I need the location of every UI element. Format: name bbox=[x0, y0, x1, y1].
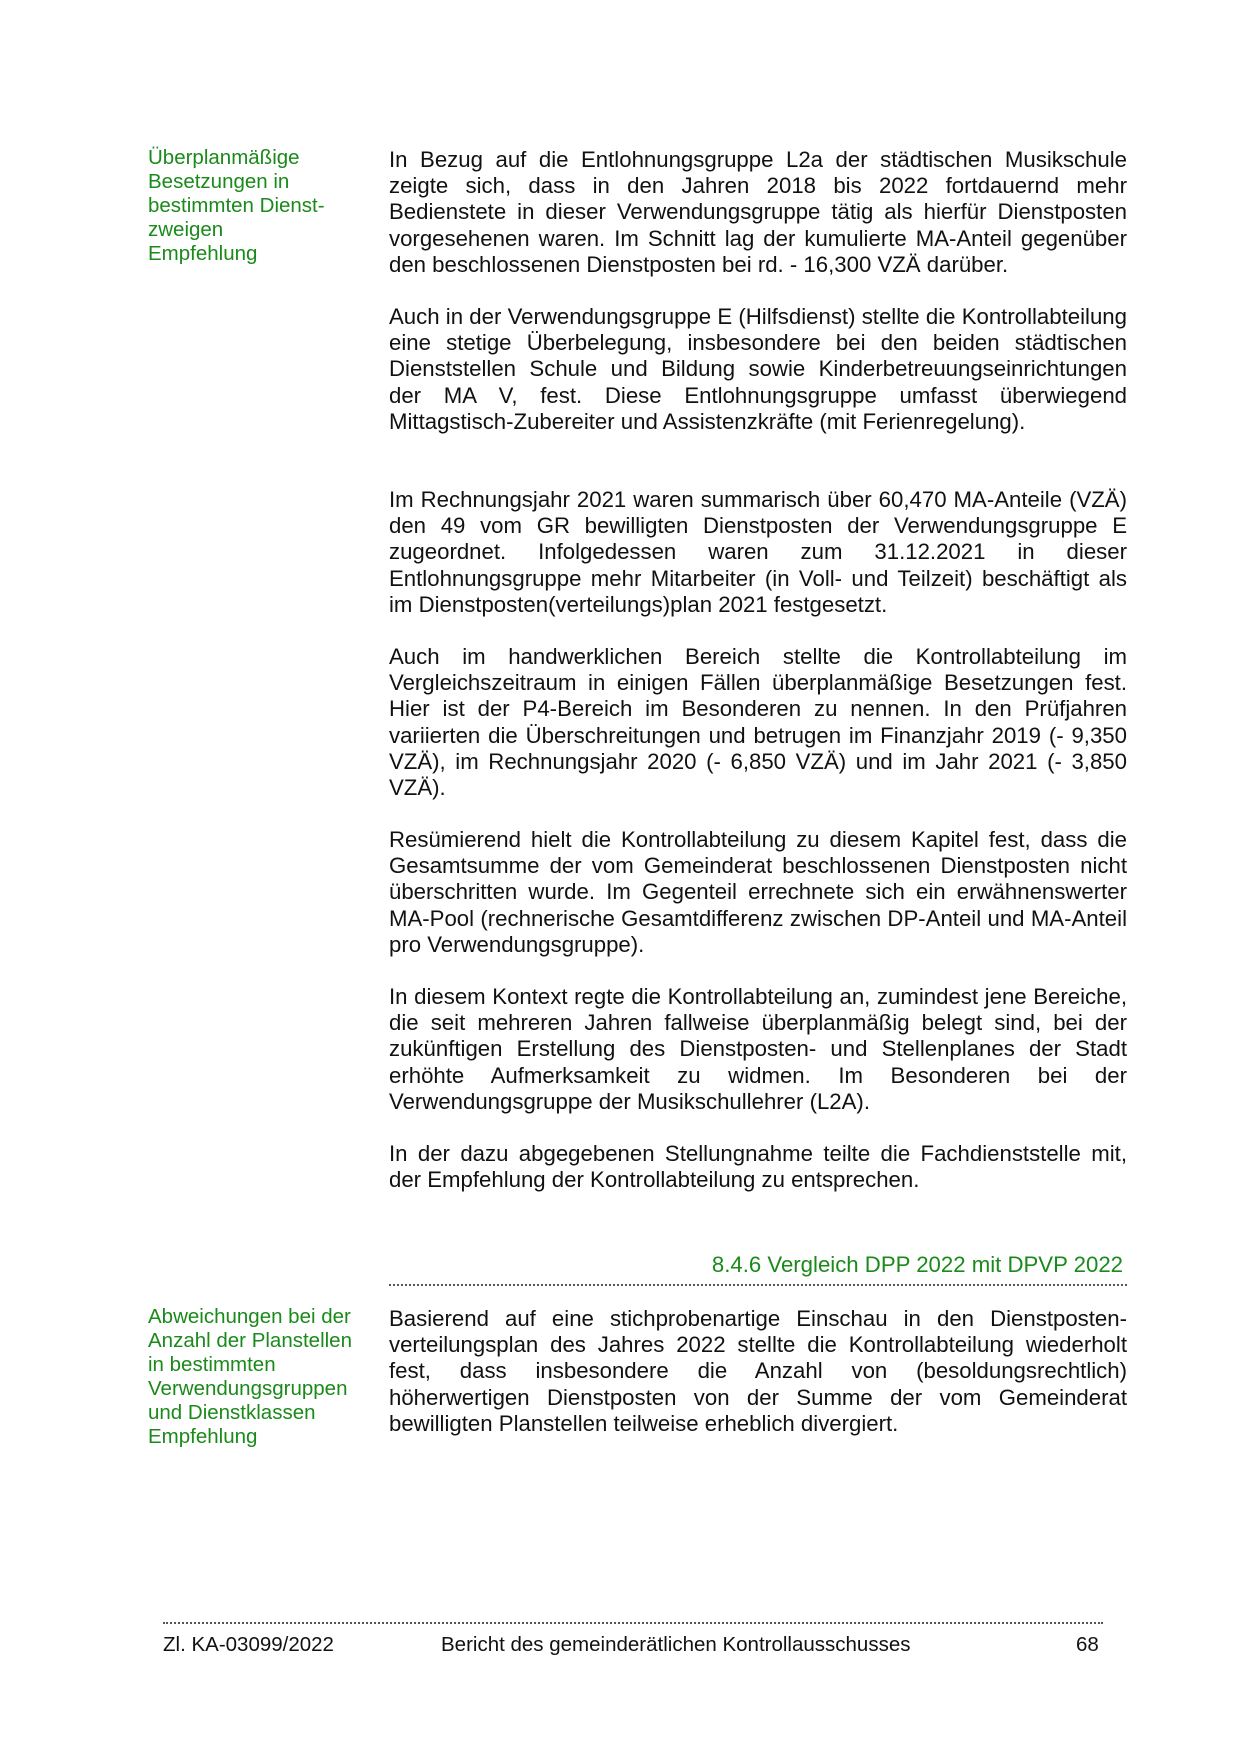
paragraph-hilfsdienst: Auch in der Verwendungsgruppe E (Hilfsdienst) stellte die Kontrollabteilung eine stetige Überbelegung, insbesondere bei den beiden städtischen Dienststellen Schule und Bildung sowie Kinderbetreuungseinrichtungen der MA V, fest. Diese Entlohnungsgruppe umfasst überwiegend Mittagstisch-Zubereiter und Assistenzkräfte (mit Ferienregelung). bbox=[389, 304, 1127, 434]
footer-page-number: 68 bbox=[1076, 1633, 1099, 1656]
margin-note-line: zweigen bbox=[148, 218, 224, 241]
footer-divider bbox=[163, 1622, 1103, 1624]
paragraph-rechnungsjahr-2021: Im Rechnungsjahr 2021 waren summarisch über 60,470 MA-Anteile (VZÄ) den 49 vom GR bewilligten Dienstposten der Verwendungsgruppe E zugeordnet. Infolgedessen waren zum 31.12.2021 in dieser Entlohnungsgruppe mehr Mitarbeiter (in Voll- und Teilzeit) beschäftigt als im Dienstposten(verteilungs)plan 2021 festgesetzt. bbox=[389, 487, 1127, 617]
margin-note-line: Verwendungsgruppen bbox=[148, 1377, 348, 1400]
footer-report-title: Bericht des gemeinderätlichen Kontrollausschusses bbox=[441, 1633, 911, 1656]
margin-note-line: in bestimmten bbox=[148, 1353, 276, 1376]
paragraph-empfehlung: In diesem Kontext regte die Kontrollabteilung an, zumindest jene Bereiche, die seit mehreren Jahren fallweise überplanmäßig belegt sind, bei der zukünftigen Erstellung des Dienstposten- und Stellenplanes der Stadt erhöhte Aufmerksamkeit zu widmen. Im Besonderen bei der Verwendungsgruppe der Musikschullehrer (L2A). bbox=[389, 984, 1127, 1114]
paragraph-resuemee: Resümierend hielt die Kontrollabteilung zu diesem Kapitel fest, dass die Gesamtsumme der vom Gemeinderat beschlossenen Dienstposten nicht überschritten wurde. Im Gegenteil errechnete sich ein erwähnenswerter MA-Pool (rechnerische Gesamtdifferenz zwischen DP-Anteil und MA-Anteil pro Verwendungsgruppe). bbox=[389, 827, 1127, 957]
section-heading: 8.4.6 Vergleich DPP 2022 mit DPVP 2022 bbox=[389, 1252, 1127, 1286]
margin-note-line: Anzahl der Planstellen bbox=[148, 1329, 352, 1352]
paragraph-stellungnahme: In der dazu abgegebenen Stellungnahme teilte die Fachdienststelle mit, der Empfehlung der Kontrollabteilung zu entsprechen. bbox=[389, 1141, 1127, 1193]
margin-note-line: Empfehlung bbox=[148, 242, 258, 265]
paragraph-dpvp-2022: Basierend auf eine stichprobenartige Einschau in den Dienstpostenverteilungsplan des Jahres 2022 stellte die Kontrollabteilung wiederholt fest, dass insbesondere die Anzahl von (besoldungsrechtlich) höherwertigen Dienstposten von der Summe der vom Gemeinderat bewilligten Planstellen teilweise erheblich divergiert. bbox=[389, 1306, 1127, 1436]
margin-note-line: Empfehlung bbox=[148, 1425, 258, 1448]
margin-note-line: Überplanmäßige bbox=[148, 146, 300, 169]
margin-note-line: Abweichungen bei der bbox=[148, 1305, 351, 1328]
margin-note-line: und Dienstklassen bbox=[148, 1401, 316, 1424]
margin-note-line: bestimmten Dienst- bbox=[148, 194, 325, 217]
margin-note-line: Besetzungen in bbox=[148, 170, 290, 193]
margin-note-overplanned-staffing bbox=[148, 146, 363, 266]
footer-reference: Zl. KA-03099/2022 bbox=[163, 1633, 334, 1656]
paragraph-handwerklicher-bereich: Auch im handwerklichen Bereich stellte die Kontrollabteilung im Vergleichszeitraum in einigen Fällen überplanmäßige Besetzungen fest. Hier ist der P4-Bereich im Besonderen zu nennen. In den Prüfjahren variierten die Überschreitungen und betrugen im Finanzjahr 2019 (- 9,350 VZÄ), im Rechnungsjahr 2020 (- 6,850 VZÄ) und im Jahr 2021 (- 3,850 VZÄ). bbox=[389, 644, 1127, 801]
paragraph-musikschule: In Bezug auf die Entlohnungsgruppe L2a der städtischen Musikschule zeigte sich, dass in den Jahren 2018 bis 2022 fortdauernd mehr Bedienstete in dieser Verwendungsgruppe tätig als hierfür Dienstposten vorgesehenen waren. Im Schnitt lag der kumulierte MA-Anteil gegenüber den beschlossenen Dienstposten bei rd. - 16,300 VZÄ darüber. bbox=[389, 147, 1127, 277]
margin-note-planstellen-deviation bbox=[148, 1305, 363, 1449]
